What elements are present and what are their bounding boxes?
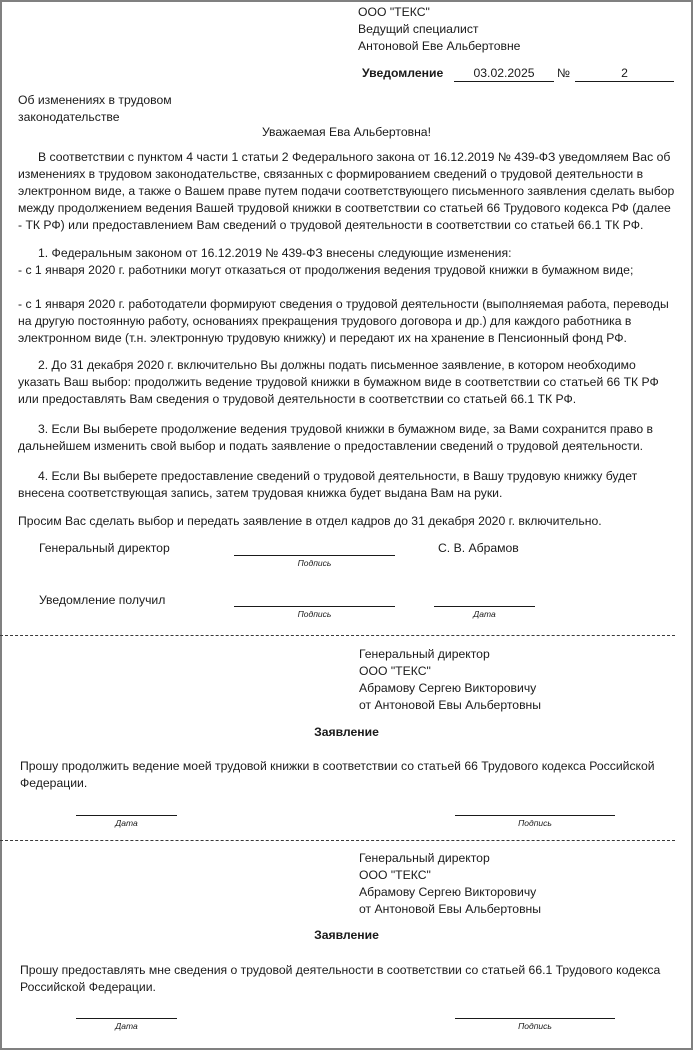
addressee-line: ООО "ТЕКС": [359, 664, 431, 678]
application1-signature-line[interactable]: [455, 815, 615, 816]
signature-caption: Подпись: [297, 609, 332, 619]
application1-addressee: [359, 646, 541, 714]
signature-caption: Подпись: [518, 1021, 552, 1031]
addressee-line: от Антоновой Евы Альбертовны: [359, 902, 542, 916]
notice-number-label: №: [557, 66, 571, 80]
cut-line: [0, 840, 675, 841]
date-caption: Дата: [473, 609, 496, 619]
notice-paragraph-1: 1. Федеральным законом от 16.12.2019 № 439-ФЗ внесены следующие изменения:: [38, 246, 512, 260]
notice-title: Уведомление: [362, 66, 444, 80]
addressee-line: Антоновой Еве Альбертовне: [358, 39, 521, 53]
notice-subject: [18, 92, 172, 126]
subject-line: законодательстве: [18, 110, 120, 124]
application1-title: Заявление: [314, 725, 379, 739]
application1-date-line[interactable]: [76, 815, 177, 816]
notice-greeting: Уважаемая Ева Альбертовна!: [262, 125, 431, 139]
application2-body: Прошу предоставлять мне сведения о трудовой деятельности в соответствии со статьей 66.1 Трудового кодекса Российской Федерации.: [20, 963, 661, 994]
notice-bullet-1: - с 1 января 2020 г. работники могут отказаться от продолжения ведения трудовой книжки в бумажном виде;: [18, 263, 634, 277]
director-label: Генеральный директор: [39, 541, 170, 555]
application2-title: Заявление: [314, 928, 379, 942]
addressee-line: от Антоновой Евы Альбертовны: [359, 698, 542, 712]
addressee-line: Абрамову Сергею Викторовичу: [359, 681, 537, 695]
notice-paragraph-4: 4. Если Вы выберете предоставление сведений о трудовой деятельности, в Вашу трудовую книжку будет внесена соответствующая запись, затем трудовая книжка будет выдана Вам на руки.: [18, 469, 638, 500]
addressee-line: Ведущий специалист: [358, 22, 479, 36]
addressee-line: Генеральный директор: [359, 647, 490, 661]
date-caption: Дата: [115, 1021, 138, 1031]
notice-paragraph-3: 3. Если Вы выберете продолжение ведения трудовой книжки в бумажном виде, за Вами сохранится право в дальнейшем изменить свой выбор и подать заявление о предоставлении сведений о трудовой деятельности.: [18, 422, 654, 453]
application2-signature-line[interactable]: [455, 1018, 615, 1019]
signature-caption: Подпись: [518, 818, 552, 828]
notice-paragraph-2: 2. До 31 декабря 2020 г. включительно Вы должны подать письменное заявление, в котором необходимо указать Ваш выбор: продолжить ведение трудовой книжки в бумажном виде в соответствии со статьей 66 ТК РФ или предоставлять Вам сведения о трудовой деятельности в соответствии со статьей 66.1 ТК РФ.: [18, 358, 659, 406]
application1-body: Прошу продолжить ведение моей трудовой книжки в соответствии со статьей 66 Трудового кодекса Российской Федерации.: [20, 759, 655, 790]
director-signature-line[interactable]: [234, 555, 395, 556]
notice-paragraph-intro: В соответствии с пунктом 4 части 1 статьи 2 Федерального закона от 16.12.2019 № 439-ФЗ уведомляем Вас об изменениях в трудовом законодательстве, связанных с формированием сведений о трудовой деятельности в электронном виде, а также о Вашем праве путем подачи соответствующего письменного заявления сделать выбор между продолжением ведения Вашей трудовой книжки в соответствии со статьей 66 Трудового кодекса РФ (далее - ТК РФ) или предоставлением Вам сведений о трудовой деятельности в соответствии со статьей 66.1 ТК РФ.: [18, 150, 675, 232]
date-caption: Дата: [115, 818, 138, 828]
addressee-line: ООО "ТЕКС": [358, 5, 430, 19]
notice-addressee: [358, 4, 520, 55]
received-label: Уведомление получил: [39, 593, 166, 607]
addressee-line: Генеральный директор: [359, 851, 490, 865]
application2-addressee: [359, 850, 541, 918]
director-name: С. В. Абрамов: [438, 541, 519, 555]
notice-date-field[interactable]: 03.02.2025: [454, 65, 554, 82]
notice-bullet-2: - с 1 января 2020 г. работодатели формируют сведения о трудовой деятельности (выполняемая работа, переводы на другую постоянную работу, основаниях прекращения трудового договора и др.) для каждого работника в электронном виде (т.н. электронную трудовую книжку) и передают их на хранение в Пенсионный фонд РФ.: [18, 297, 669, 345]
subject-line: Об изменениях в трудовом: [18, 93, 172, 107]
signature-caption: Подпись: [297, 558, 332, 568]
application2-date-line[interactable]: [76, 1018, 177, 1019]
notice-number-field[interactable]: 2: [575, 65, 674, 82]
cut-line: [0, 635, 675, 636]
received-signature-line[interactable]: [234, 606, 395, 607]
received-date-line[interactable]: [434, 606, 535, 607]
notice-request: Просим Вас сделать выбор и передать заявление в отдел кадров до 31 декабря 2020 г. включительно.: [18, 514, 602, 528]
addressee-line: Абрамову Сергею Викторовичу: [359, 885, 537, 899]
addressee-line: ООО "ТЕКС": [359, 868, 431, 882]
